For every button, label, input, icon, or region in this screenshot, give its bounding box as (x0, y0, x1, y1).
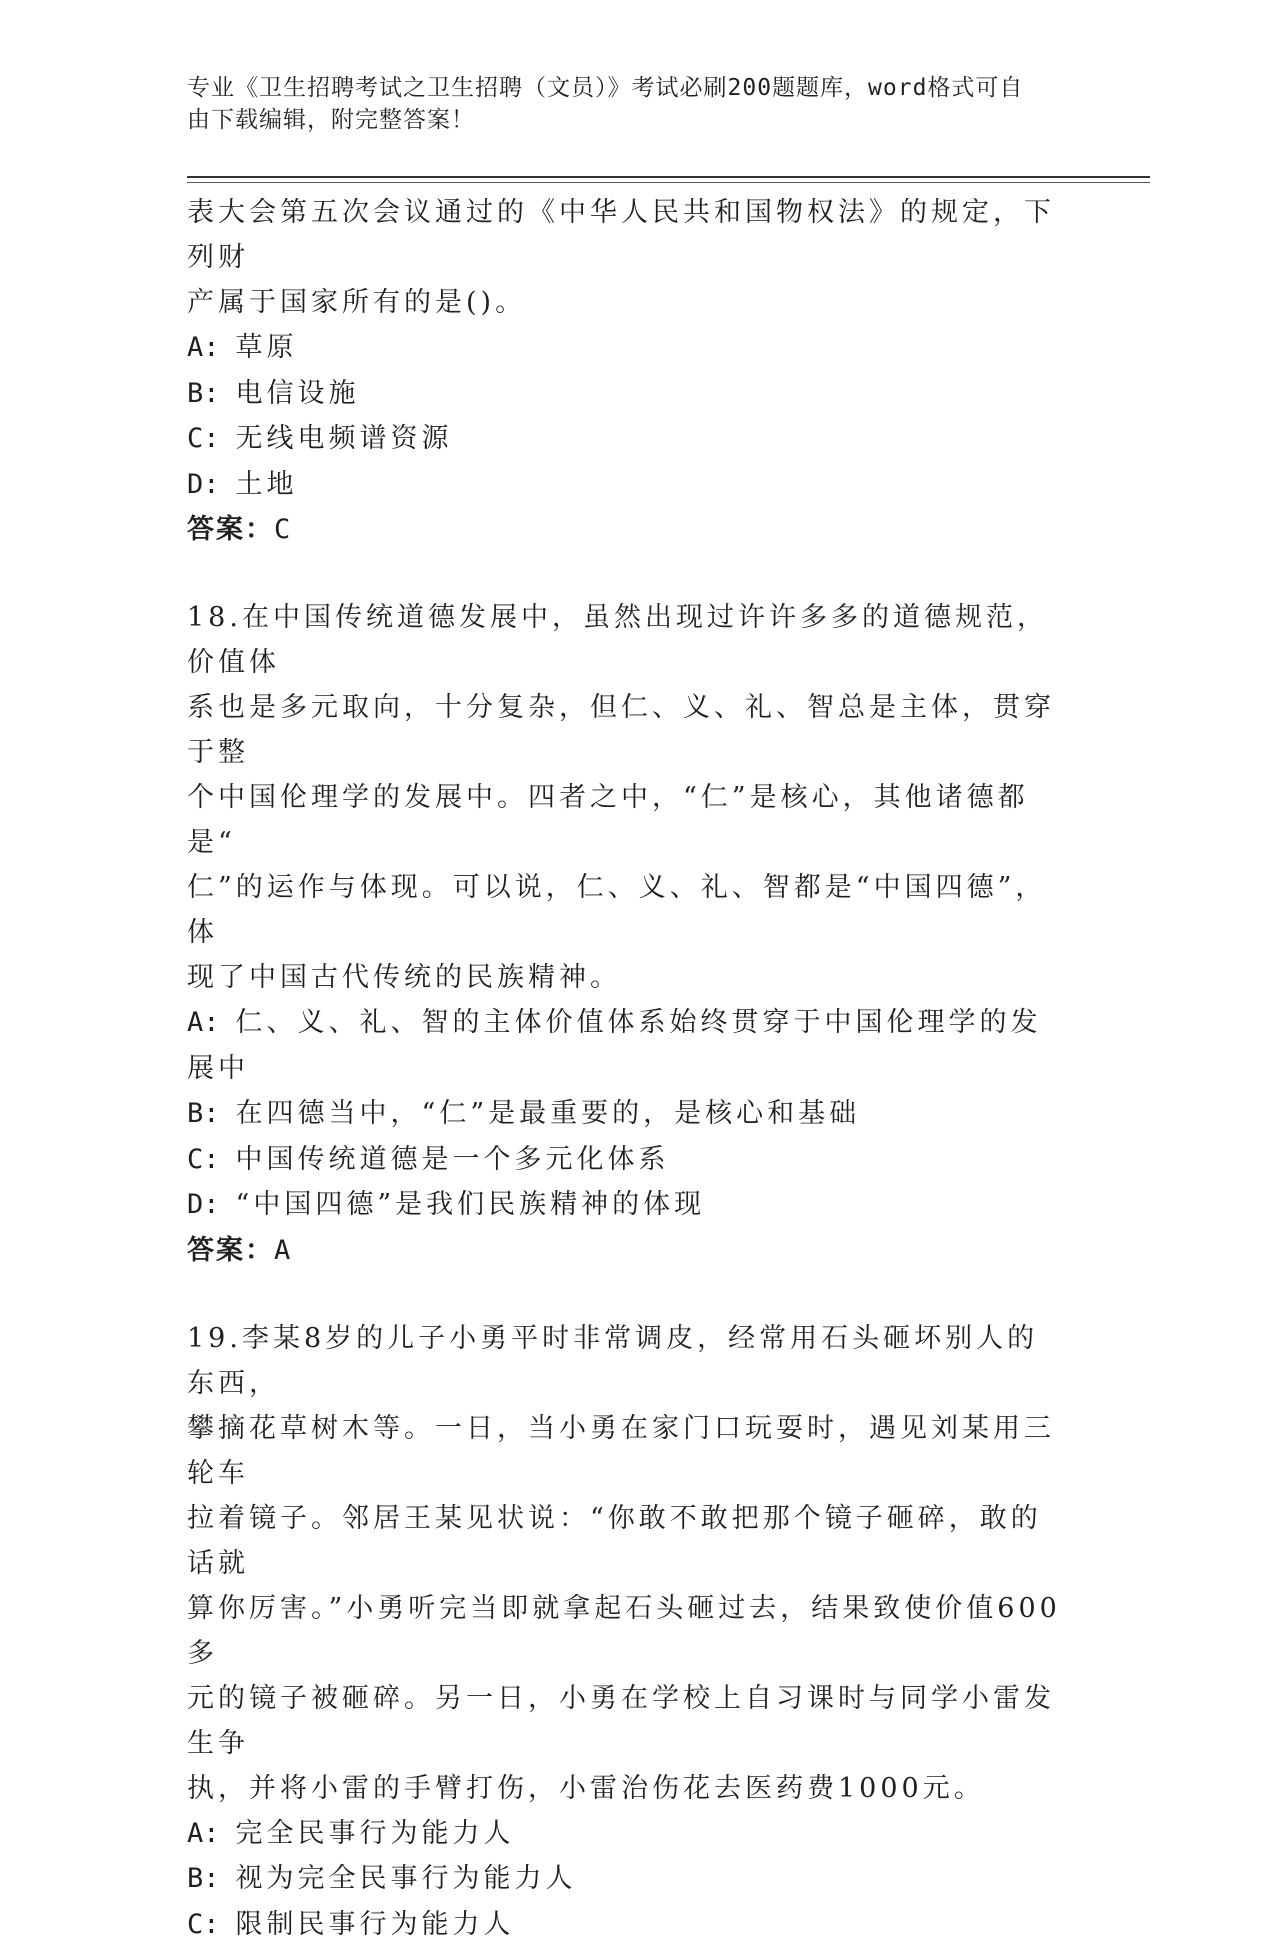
option-label: D: (187, 469, 220, 500)
option-a (187, 325, 1067, 371)
question-stem-line: 拉着镜子。邻居王某见状说：“你敢不敢把那个镜子砸碎，敢的话就 (187, 1496, 1067, 1586)
option-label: B: (187, 378, 220, 409)
spacer (187, 1273, 1067, 1316)
option-a (187, 1811, 1067, 1857)
answer-line (187, 1228, 1067, 1273)
option-text: 在四德当中，“仁”是最重要的，是核心和基础 (236, 1098, 861, 1129)
answer-value: C (274, 514, 292, 545)
answer-label: 答案： (187, 1235, 274, 1266)
answer-line (187, 507, 1067, 552)
option-b (187, 1856, 1067, 1902)
option-text: 中国传统道德是一个多元化体系 (236, 1144, 670, 1175)
option-label: D: (187, 1189, 220, 1220)
option-text: 限制民事行为能力人 (236, 1909, 515, 1940)
option-label: C: (187, 423, 220, 454)
option-label: A: (187, 1818, 220, 1849)
header-line-1: 专业《卫生招聘考试之卫生招聘（文员）》考试必刷200题题库，word格式可自 (187, 72, 1067, 104)
header-divider-thick (187, 176, 1150, 178)
question-17 (187, 190, 1067, 552)
question-19 (187, 1316, 1067, 1947)
option-text: 仁、义、礼、智的主体价值体系始终贯穿于中国伦理学的发展中 (187, 1007, 1042, 1084)
option-label: A: (187, 332, 220, 363)
answer-label: 答案： (187, 514, 274, 545)
question-stem-line: 个中国伦理学的发展中。四者之中，“仁”是核心，其他诸德都是“ (187, 775, 1067, 865)
question-stem-line: 产属于国家所有的是()。 (187, 280, 1067, 325)
option-text: “中国四德”是我们民族精神的体现 (236, 1189, 706, 1220)
question-18 (187, 595, 1067, 1273)
question-stem-line: 执，并将小雷的手臂打伤，小雷治伤花去医药费1000元。 (187, 1766, 1067, 1811)
option-b (187, 371, 1067, 417)
option-text: 视为完全民事行为能力人 (236, 1863, 577, 1894)
question-stem-line: 攀摘花草树木等。一日，当小勇在家门口玩耍时，遇见刘某用三轮车 (187, 1406, 1067, 1496)
option-c (187, 416, 1067, 462)
option-text: 完全民事行为能力人 (236, 1818, 515, 1849)
option-label: A: (187, 1007, 220, 1038)
header-line-2: 由下载编辑，附完整答案！ (187, 104, 1067, 136)
option-label: B: (187, 1863, 220, 1894)
option-text: 电信设施 (236, 378, 360, 409)
option-label: B: (187, 1098, 220, 1129)
option-label: C: (187, 1909, 220, 1940)
header-divider-thin (187, 182, 1150, 183)
question-stem-line: 18.在中国传统道德发展中，虽然出现过许许多多的道德规范，价值体 (187, 595, 1067, 685)
option-text: 草原 (236, 332, 298, 363)
spacer (187, 552, 1067, 595)
question-stem-line: 表大会第五次会议通过的《中华人民共和国物权法》的规定，下列财 (187, 190, 1067, 280)
option-c (187, 1137, 1067, 1183)
question-stem-line: 系也是多元取向，十分复杂，但仁、义、礼、智总是主体，贯穿于整 (187, 685, 1067, 775)
document-header (187, 72, 1067, 136)
option-text: 土地 (236, 469, 298, 500)
option-d (187, 462, 1067, 508)
option-d (187, 1182, 1067, 1228)
question-stem-line: 现了中国古代传统的民族精神。 (187, 955, 1067, 1000)
question-stem-line: 元的镜子被砸碎。另一日，小勇在学校上自习课时与同学小雷发生争 (187, 1676, 1067, 1766)
question-stem-line: 仁”的运作与体现。可以说，仁、义、礼、智都是“中国四德”，体 (187, 865, 1067, 955)
option-b (187, 1091, 1067, 1137)
answer-value: A (274, 1235, 292, 1266)
option-label: C: (187, 1144, 220, 1175)
question-stem-line: 算你厉害。”小勇听完当即就拿起石头砸过去，结果致使价值600多 (187, 1586, 1067, 1676)
document-body (187, 190, 1067, 1947)
option-c (187, 1902, 1067, 1947)
option-a (187, 1000, 1067, 1091)
question-stem-line: 19.李某8岁的儿子小勇平时非常调皮，经常用石头砸坏别人的东西， (187, 1316, 1067, 1406)
option-text: 无线电频谱资源 (236, 423, 453, 454)
